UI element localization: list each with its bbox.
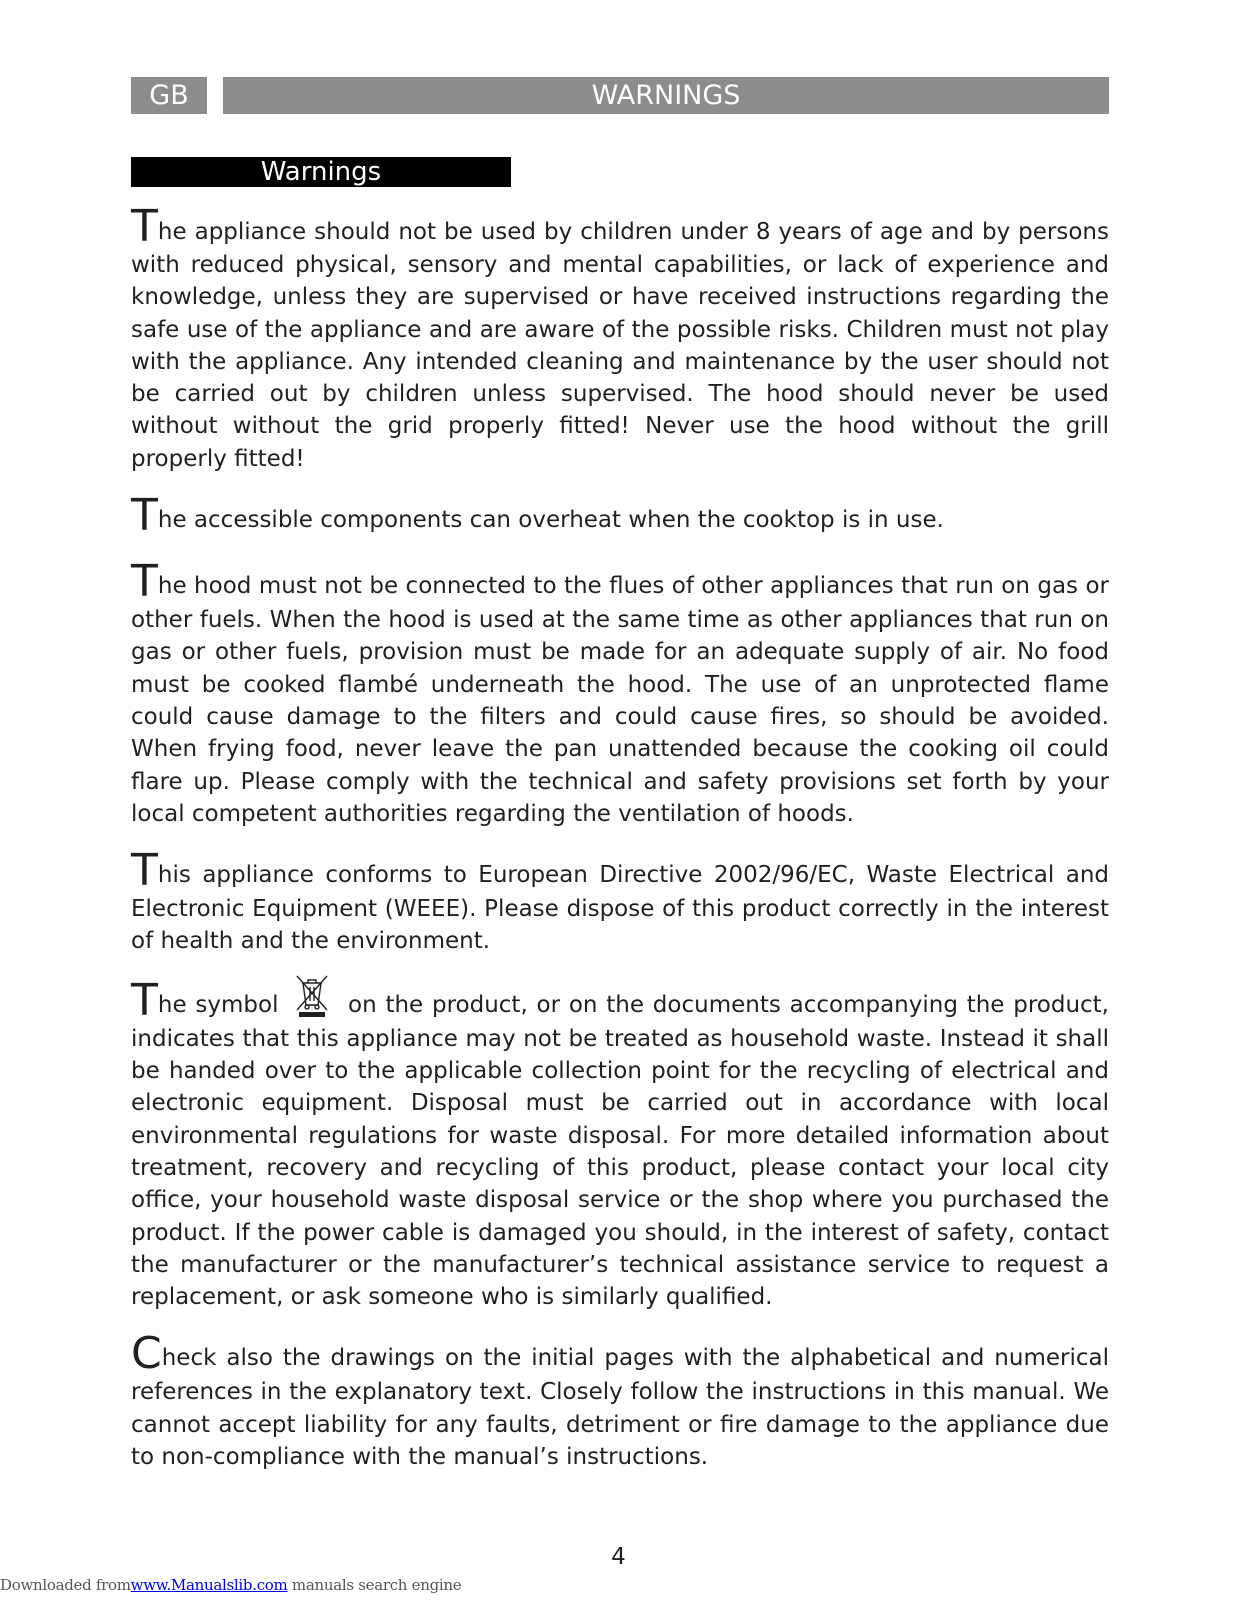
paragraph-text: he hood must not be connected to the flues of other appliances that run on gas or other fuels. When the hood is used at the same time as other appliances that run on gas or other fuels, provision must be made for an adequate supply of air. No food must be cooked flambé underneath the hood. The use of an unprotected flame could cause damage to the filters and could cause fires, so should be avoided. When frying food, never leave the pan unattended because the cooking oil could flare up. Please comply with the technical and safety provisions set forth by your local competent authorities regarding the ventilation of hoods. — [131, 573, 1109, 827]
download-footer — [0, 1576, 461, 1594]
footer-link[interactable]: www.Manualslib.com — [130, 1576, 288, 1594]
paragraph-text: his appliance conforms to European Directive 2002/96/EC, Waste Electrical and Electronic Equipment (WEEE). Please dispose of this product correctly in the interest of health and the environment. — [131, 862, 1109, 955]
drop-cap: T — [131, 556, 158, 608]
page-header-title: WARNINGS — [223, 77, 1109, 114]
warning-paragraph-weee-directive — [131, 845, 1109, 958]
drop-cap: T — [131, 845, 158, 897]
drop-cap: T — [131, 974, 158, 1026]
language-code-badge: GB — [131, 77, 207, 114]
warning-paragraph-flues — [131, 556, 1109, 830]
footer-suffix: manuals search engine — [291, 1576, 462, 1594]
paragraph-text: on the product, or on the documents accompanying the product, indicates that this appliance may not be treated as household waste. Instead it shall be handed over to the applicable collection point for the recycling of electrical and electronic equipment. Disposal must be carried out in accordance with local environmental regulations for waste disposal. For more detailed information about treatment, recovery and recycling of this product, please contact your local city office, your household waste disposal service or the shop where you purchased the product. If the power cable is damaged you should, in the interest of safety, contact the manufacturer or the manufacturer’s technical assistance service to request a replacement, or ask someone who is similarly qualified. — [131, 991, 1109, 1311]
warnings-body — [131, 201, 1109, 1473]
warning-paragraph-children — [131, 201, 1109, 475]
paragraph-text: he symbol — [157, 991, 279, 1018]
warning-paragraph-overheat — [131, 490, 1109, 542]
drop-cap: T — [131, 490, 158, 542]
paragraph-text: he accessible components can overheat when the cooktop is in use. — [157, 507, 944, 534]
paragraph-text: he appliance should not be used by children under 8 years of age and by persons with reduced physical, sensory and mental capabilities, or lack of experience and knowledge, unless they are supervised or have received instructions regarding the safe use of the appliance and are aware of the possible risks. Children must not play with the appliance. Any intended cleaning and maintenance by the user should not be carried out by children unless supervised. The hood should never be used without without the grid properly fitted! Never use the hood without the grill properly fitted! — [131, 219, 1109, 472]
warning-paragraph-symbol — [131, 972, 1109, 1314]
warning-paragraph-drawings — [131, 1328, 1109, 1473]
section-heading: Warnings — [131, 157, 511, 187]
drop-cap: C — [131, 1328, 162, 1380]
page-number: 4 — [611, 1544, 626, 1570]
footer-prefix: Downloaded from — [0, 1576, 131, 1594]
crossed-out-wheelie-bin-icon — [293, 972, 331, 1018]
paragraph-text: heck also the drawings on the initial pages with the alphabetical and numerical references in the explanatory text. Closely follow the instructions in this manual. We cannot accept liability for any faults, detriment or fire damage to the appliance due to non-compliance with the manual’s instructions. — [131, 1345, 1109, 1471]
drop-cap: T — [131, 201, 158, 252]
